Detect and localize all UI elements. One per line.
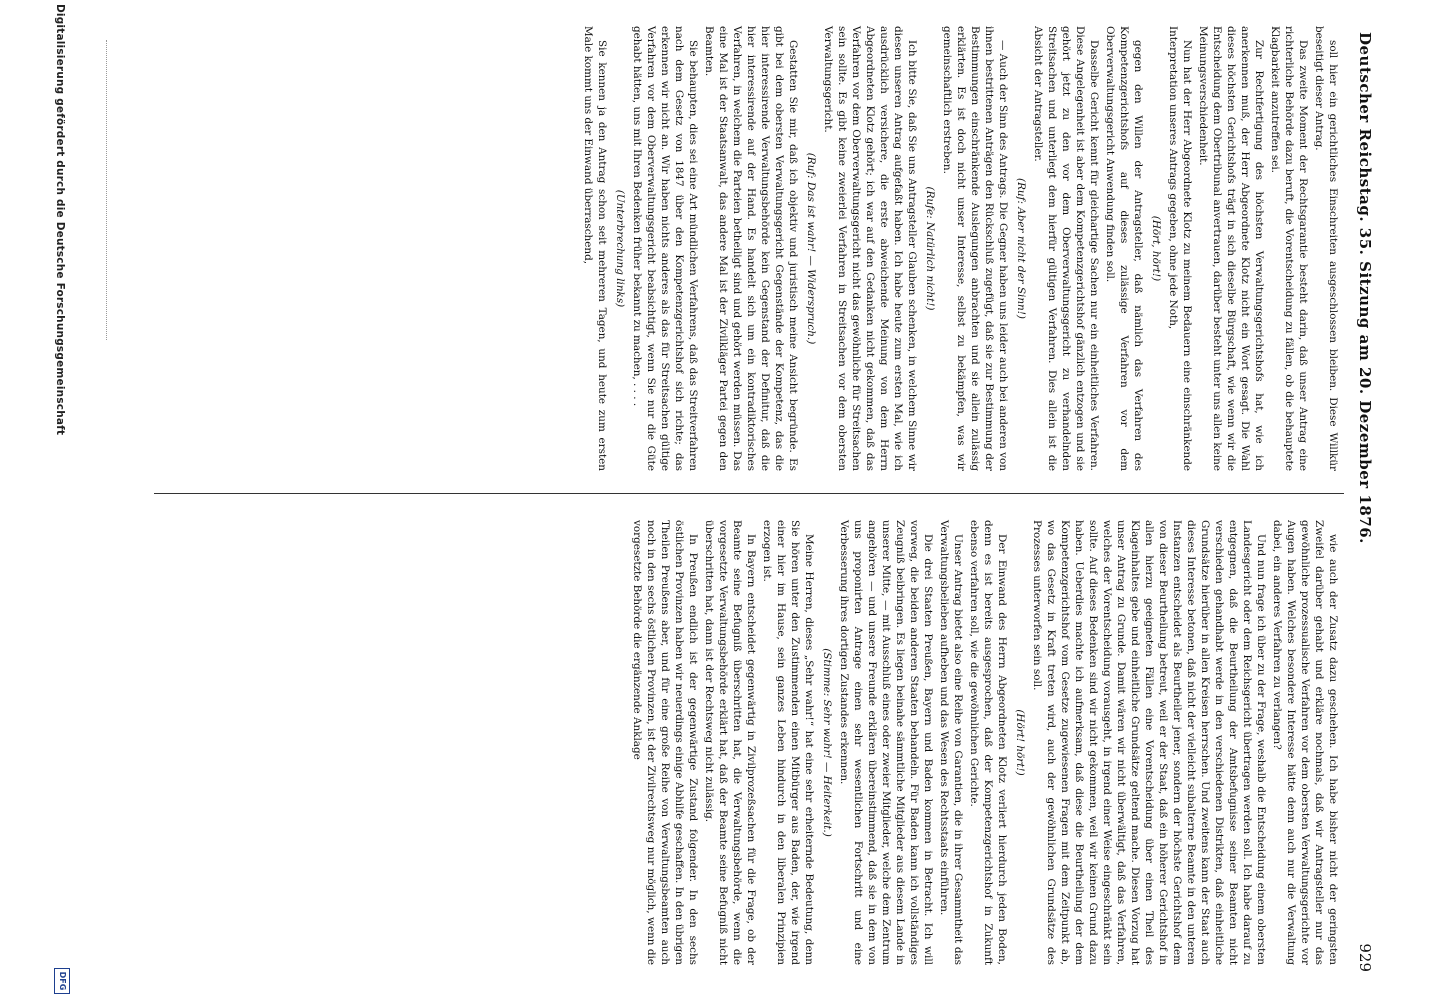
paragraph: Zur Rechtfertigung des höchsten Verwaltungsgerichtshofs hat, wie ich anerkennen muß, der Herr Abgeordnete Klotz nicht ein Wort gesagt. Die Wahl dieses höchsten Gerichtshofs trägt in sich dieselbe Bürgschaft, wie wenn wir die Entscheidung dem Obertribunal anvertrauen, darüber besteht unter uns allen keine Meinungsverschiedenheit. (1197, 26, 1265, 471)
paragraph: Sie behaupten, dies sei eine Art mündlichen Verfahrens, daß das Streitverfahren nach dem Gesetz von 1847 über den Kompetenzgerichtshof sich richte; das erkennen wir nicht an. Wir haben nichts anderes als das für Streitsachen gültige Verfahren vor dem Oberverwaltungsgericht beabsichtigt, wenn Sie nur die Güte gehabt hätten, uns mit Ihren Bedenken früher bekannt zu machen, . . . . (631, 26, 699, 471)
paragraph: Sie kennen ja den Antrag schon seit mehreren Tagen, und heute zum ersten Male kommt uns der Einwand überraschend, (582, 26, 608, 471)
interjection: (Stimme: Sehr wahr! — Heiterkeit.) (821, 648, 833, 837)
paragraph: Der Einwand des Herrn Abgeordneten Klotz verliert hierdurch jeden Boden, denn es ist bereits ausgesprochen, daß der Kompetenzgerichtshof in Zukunft ebenso verfahren soll, wie die gewöhnlichen Gerichte. (968, 520, 1008, 965)
right-column (628, 520, 1340, 965)
interjection: (Ruf: Aber nicht der Sinn!) (1015, 178, 1027, 319)
page-header (1356, 32, 1384, 972)
paragraph: — Auch der Sinn des Antrags. Die Gegner haben uns leider auch bei anderen von ihnen bestrittenen Anträgen den Rückschluß zugefügt, daß sie zur Bestimmung der Bestimmungen einschränkende Auslegungen anbrachten und sie allein zulässig erklärten. Es ist doch nicht unser Interesse, selbst zu bekämpfen, was wir gemeinschaftlich erstreben. (941, 26, 1009, 471)
paragraph: In Bayern entscheidet gegenwärtig in Zivilprozeßsachen für die Frage, ob der Beamte seine Befugniß überschritten hat, die Verwaltungsbehörde, wenn die vorgesetzte Verwaltungsbehörde erklärt hat, daß der Beamte seine Befugniß nicht überschritten hat, dann ist der Rechtsweg nicht zulässig. (703, 520, 757, 965)
paragraph: Meine Herren, dieses „Sehr wahr!“ hat eine sehr erheiternde Bedeutung, denn Sie hören unter den Zustimmenden einen Mitbürger aus Baden, der, wie irgend einer hier im Hause, sein ganzes Leben hindurch in den liberalen Prinzipien erzogen ist. (761, 520, 815, 965)
paragraph: Dasselbe Gericht kennt für gleichartige Sachen nur ein einheitliches Verfahren. Diese Angelegenheit ist aber dem Kompetenzgerichtshof gänzlich entzogen und sie gehört jetzt zu den vor dem Oberverwaltungsgericht zu verhandelnden Streitsachen und unterliegt dem hierfür gültigen Verfahren. Dies allein ist die Absicht der Antragsteller. (1032, 26, 1100, 471)
paragraph: soll hier ein gerichtliches Einschreiten ausgeschlossen bleiben. Diese Willkür beseitigt dieser Antrag. (1313, 26, 1339, 471)
left-column (579, 26, 1340, 471)
paragraph: wie auch der Zusatz dazu geschehen. Ich habe bisher nicht der geringsten Zweifel darüber gehabt und erkläre nochmals, daß wir Antragsteller nur das gewöhnliche prozessualische Verfahren vor dem obersten Verwaltungsgerichte vor Augen haben. Welches besondere Interesse hätte denn auch nur die Verwaltung dabei, ein anderes Verfahren zu verlangen? (1271, 520, 1339, 965)
interjection: (Rufe: Natürlich nicht!) (924, 186, 936, 311)
dfg-logo: DFG (54, 968, 70, 994)
scan-speckle (104, 40, 107, 340)
page-title: Deutscher Reichstag. 35. Sitzung am 20. Dezember 1876. (1356, 32, 1374, 544)
paragraph: Ich bitte Sie, daß Sie uns Antragsteller Glauben schenken, in welchem Sinne wir diesen unseren Antrag aufgefaßt haben. Ich habe heute zum ersten Mal, wie ich ausdrücklich versichere, die erste abweichende Meinung von dem Herrn Abgeordneten Klotz gehört; ich war auf den Gedanken nicht gekommen, daß das Verfahren vor dem Oberverwaltungsgericht nicht das gewöhnliche für Streitsachen sein sollte. Es gibt keine zweierlei Verfahren in Streitsachen vor dem obersten Verwaltungsgericht. (822, 26, 918, 471)
page-number: 929 (1356, 943, 1374, 972)
interjection: (Hört, hört!) (1150, 215, 1162, 282)
interjection: (Ruf: Das ist wahr! — Widerspruch.) (805, 152, 817, 345)
column-divider (154, 493, 1344, 494)
paragraph: Gestatten Sie mir, daß ich objektiv und juristisch meine Ansicht begründe. Es gibt bei dem obersten Verwaltungsgericht Gegenstände der Kompetenz, das die hier interessirende Verwaltungsbehörde kein Gegenstand der Definitur, daß die hier interessirende auf der Hand. Es handelt sich um ein kontradiktorisches Verfahren, in welchem die Parteien betheiligt sind und gehört werden müssen. Das eine Mal ist der Staatsanwalt, das andere Mal ist der Zivilkläger Partei gegen den Beamten. (703, 26, 799, 471)
paragraph: Die drei Staaten Preußen, Bayern und Baden kommen in Betracht. Ich will vorweg, die beiden anderen Staaten behandeln. Für Baden kann ich vollständiges Zeugniß beibringen. Es liegen beinahe sämmtliche Mitglieder aus diesem Lande in unserer Mitte, — mit Ausschluß eines oder zweier Mitglieder, welche dem Zentrum angehören — und unsere Freunde erklären übereinstimmend, daß sie in dem von uns proponirten Antrage einen sehr wesentlichen Fortschritt und eine Verbesserung ihres dortigen Zustandes erkennen. (838, 520, 934, 965)
paragraph: Nun hat der Herr Abgeordnete Klotz zu meinem Bedauern eine einschränkende Interpretation unseres Antrags gegeben, ohne jede Noth, (1167, 26, 1193, 471)
interjection: (Unterbrechung links) (614, 189, 626, 308)
paragraph: In Preußen endlich ist der gegenwärtige Zustand folgender. In den sechs östlichen Provinzen haben wir neuerdings einige Abhilfe geschaffen. In den übrigen Theilen Preußens aber, und für eine große Reihe von Verwaltungsbeamten auch noch in den sechs östlichen Provinzen, ist der Zivilrechtsweg nur möglich, wenn die vorgesetzte Behörde die ergänzende Anklage (631, 520, 699, 965)
digitization-note: Digitalisierung gefördert durch die Deutsche Forschungsgemeinschaft (54, 4, 66, 436)
interjection: (Hört! hört!) (1014, 709, 1026, 776)
paragraph: Unser Antrag bietet also eine Reihe von Garantien, die in ihrer Gesammtheit das Verwaltungsbelieben aufheben und das Wesen des Rechtsstaats einführen. (938, 520, 964, 965)
paragraph: gegen den Willen der Antragsteller, daß nämlich das Verfahren des Kompetenzgerichtshofs auf dieses zulässige Verfahren vor dem Oberverwaltungsgericht Anwendung finden soll. (1104, 26, 1144, 471)
paragraph: Das zweite Moment der Rechtsgarantie besteht darin, daß unser Antrag eine richterliche Behörde dazu beruft, die Vorentscheidung zu fällen, ob die behauptete Klagbarkeit anzutreffen sei. (1269, 26, 1309, 471)
paragraph: Und nun frage ich über zu der Frage, weshalb die Entscheidung einem obersten Landesgericht oder dem Reichsgericht übertragen werden soll. Ich habe darauf zu entgegnen, daß die Beurtheilung der Amtsbefugnisse seiner Beamten nicht verschieden gehandhabt werde in den verschiedenen Distrikten, daß einheitliche Grundsätze hierüber in allen Kreisen herrschen. Und zweitens kann der Staat auch dieses Interesse betonen, daß nicht der vielleicht subalterne Beamte in den unteren Instanzen entscheidet als Beurtheiler jener, sondern der höchste Gerichtshof dem von dieser Beurtheilung betreut, weil er der Staat, daß ein höherer Gerichtshof in allen hierzu geeigneten Fällen eine Vorentscheidung über einen Theil des Klageinhaltes gebe und einheitliche Grundsätze geltend mache. Diesen Vorzug hat unser Antrag zu Grunde. Damit wären wir nicht überwältigt, daß das Verfahren, welches der Vorentscheidung vorausgeht, in irgend einer Weise eingeschränkt sein sollte. Auf dieses Bedenken sind wir nicht gekommen, weil wir keinen Grund dazu haben. Ueberdies machte ich aufmerksam, daß diese die Beurtheilung der dem Kompetenzgerichtshof vom Gesetze zugewiesenen Fragen mit dem Zeitpunkt ab, wo das Gesetz in Kraft treten wird, auch der gewöhnlichen Grundsätze des Prozesses unterworfen sein soll. (1031, 520, 1267, 965)
